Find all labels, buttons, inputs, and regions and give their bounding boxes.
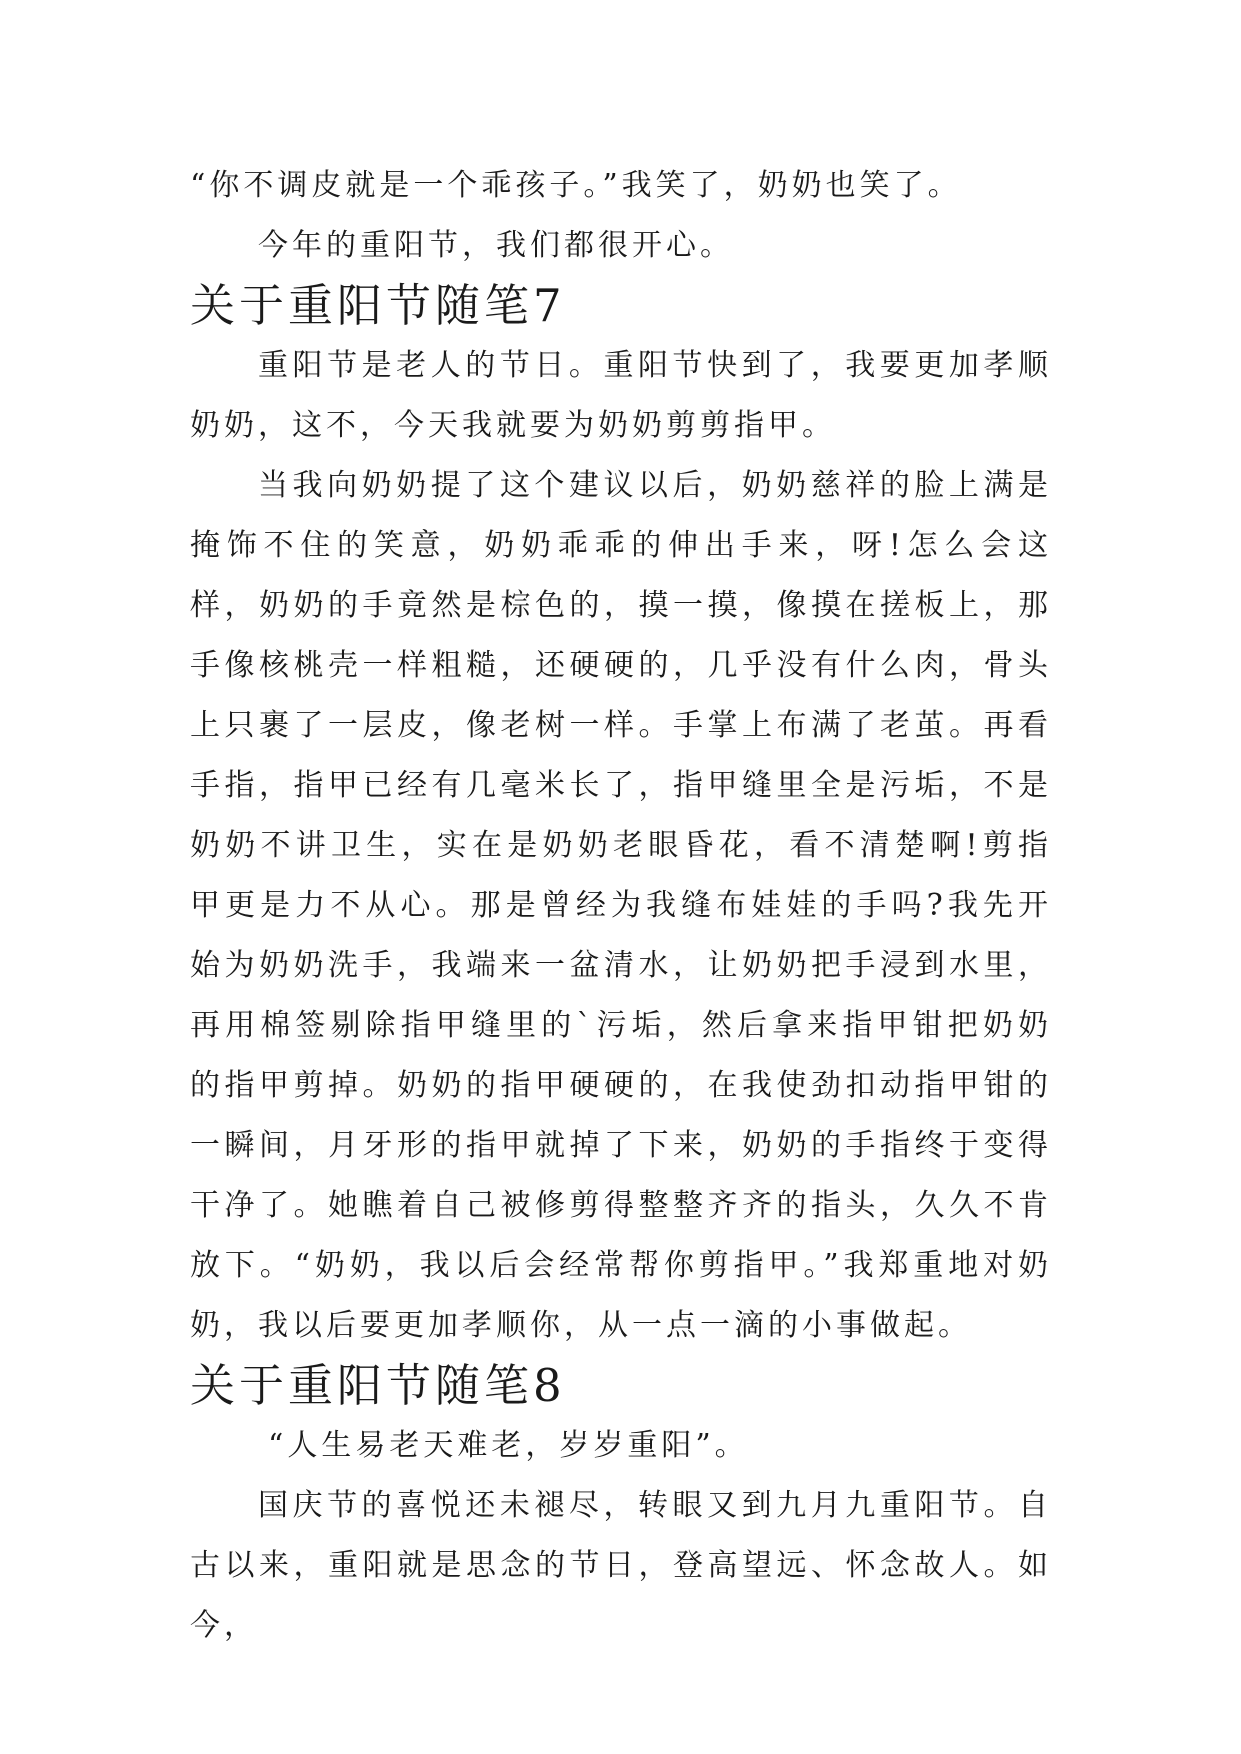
section-heading-7: 关于重阳节随笔7	[190, 279, 566, 332]
document-page	[190, 156, 1052, 1656]
paragraph-festival-happy: 今年的重阳节，我们都很开心。	[258, 228, 734, 263]
paragraph-body-8: 国庆节的喜悦还未褪尽，转眼又到九月九重阳节。自古以来，重阳就是思念的节日，登高望远、怀念故人。如今，	[190, 1488, 1052, 1643]
paragraph-intro-7: 重阳节是老人的节日。重阳节快到了，我要更加孝顺奶奶，这不，今天我就要为奶奶剪剪指甲。	[190, 348, 1052, 443]
paragraph-closing-dialogue: “你不调皮就是一个乖孩子。”我笑了，奶奶也笑了。	[190, 168, 962, 203]
section-heading-8: 关于重阳节随笔8	[190, 1359, 566, 1412]
paragraph-quote-8: “人生易老天难老，岁岁重阳”。	[268, 1428, 749, 1463]
paragraph-body-7: 当我向奶奶提了这个建议以后，奶奶慈祥的脸上满是掩饰不住的笑意，奶奶乖乖的伸出手来，呀!怎么会这样，奶奶的手竟然是棕色的，摸一摸，像摸在搓板上，那手像核桃壳一样粗糙，还硬硬的，几乎没有什么肉，骨头上只裹了一层皮，像老树一样。手掌上布满了老茧。再看手指，指甲已经有几毫米长了，指甲缝里全是污垢，不是奶奶不讲卫生，实在是奶奶老眼昏花，看不清楚啊!剪指甲更是力不从心。那是曾经为我缝布娃娃的手吗?我先开始为奶奶洗手，我端来一盆清水，让奶奶把手浸到水里，再用棉签剔除指甲缝里的`污垢，然后拿来指甲钳把奶奶的指甲剪掉。奶奶的指甲硬硬的，在我使劲扣动指甲钳的一瞬间，月牙形的指甲就掉了下来，奶奶的手指终于变得干净了。她瞧着自己被修剪得整整齐齐的指头，久久不肯放下。“奶奶，我以后会经常帮你剪指甲。”我郑重地对奶奶，我以后要更加孝顺你，从一点一滴的小事做起。	[190, 468, 1052, 1343]
